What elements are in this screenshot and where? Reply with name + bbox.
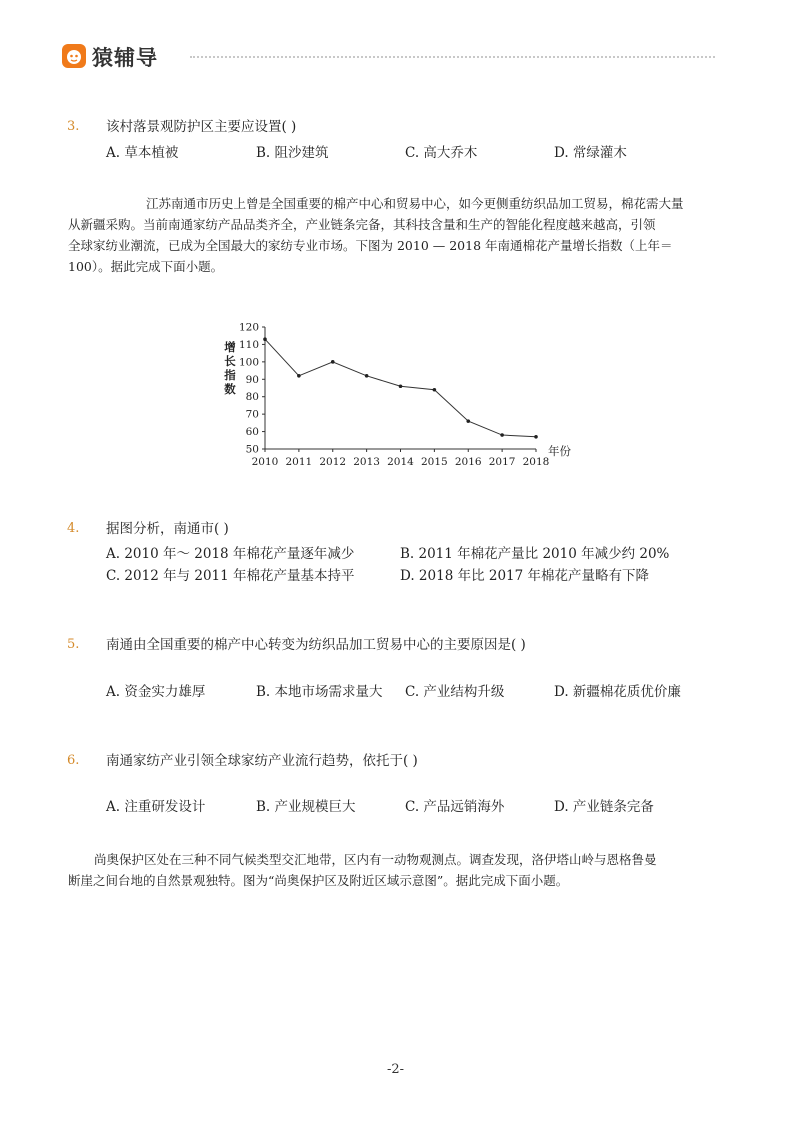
brand-name: 猿辅导 (92, 46, 158, 70)
passage-nantong-line4: 100）。据此完成下面小题。 (68, 259, 224, 274)
q3-option-b[interactable]: B. 阻沙建筑 (256, 145, 329, 161)
data-point (433, 388, 437, 392)
y-axis-label-char: 指 (224, 368, 236, 382)
q4-number: 4. (67, 521, 80, 536)
x-tick-label: 2014 (387, 456, 414, 468)
y-tick-label: 80 (245, 391, 259, 404)
x-tick-label: 2015 (421, 456, 448, 468)
q6-option-a[interactable]: A. 注重研发设计 (106, 799, 206, 815)
x-axis-label: 年份 (548, 444, 571, 458)
data-point (466, 419, 470, 423)
data-point (534, 435, 538, 439)
x-tick-label: 2016 (454, 456, 482, 468)
y-axis-label-char: 长 (224, 354, 236, 368)
x-tick-label: 2017 (488, 456, 516, 468)
x-tick-label: 2012 (319, 456, 347, 468)
q5-option-b[interactable]: B. 本地市场需求量大 (256, 684, 383, 700)
data-point (331, 360, 335, 364)
q3-stem: 该村落景观防护区主要应设置( ) (106, 119, 297, 135)
y-tick-label: 100 (238, 356, 259, 369)
x-tick-label: 2011 (285, 456, 313, 468)
x-tick-label: 2010 (251, 456, 279, 468)
q4-option-a[interactable]: A. 2010 年～ 2018 年棉花产量逐年减少 (106, 546, 355, 562)
passage-nantong-line1: 江苏南通市历史上曾是全国重要的棉产中心和贸易中心，如今更侧重纺织品加工贸易，棉花需大量 (146, 196, 684, 211)
passage-reserve (68, 849, 728, 891)
q4-option-b[interactable]: B. 2011 年棉花产量比 2010 年减少约 20% (400, 546, 670, 562)
x-tick-label: 2013 (353, 456, 380, 468)
q5-number: 5. (67, 637, 80, 652)
x-tick-label: 2018 (522, 456, 550, 468)
data-point (263, 337, 267, 341)
y-tick-label: 120 (238, 321, 259, 334)
q6-stem: 南通家纺产业引领全球家纺产业流行趋势，依托于( ) (106, 753, 418, 769)
q6-number: 6. (67, 753, 80, 768)
data-point (297, 374, 301, 378)
header-divider (190, 56, 715, 58)
q5-option-c[interactable]: C. 产业结构升级 (405, 684, 505, 700)
q5-option-d[interactable]: D. 新疆棉花质优价廉 (554, 684, 681, 700)
data-point (365, 374, 369, 378)
passage-reserve-line2: 断崖之间台地的自然景观独特。图为“尚奥保护区及附近区域示意图”。据此完成下面小题。 (68, 873, 569, 888)
q3-option-c[interactable]: C. 高大乔木 (405, 145, 478, 161)
data-point (500, 433, 504, 437)
q3-option-d[interactable]: D. 常绿灌木 (554, 145, 627, 161)
page-number: -2- (387, 1062, 405, 1077)
passage-nantong (68, 193, 728, 277)
q6-option-b[interactable]: B. 产业规模巨大 (256, 799, 356, 815)
y-tick-label: 70 (245, 408, 259, 421)
q5-option-a[interactable]: A. 资金实力雄厚 (106, 684, 206, 700)
q3-option-a[interactable]: A. 草本植被 (106, 145, 179, 161)
y-tick-label: 60 (245, 426, 259, 439)
q4-option-c[interactable]: C. 2012 年与 2011 年棉花产量基本持平 (106, 568, 355, 584)
passage-nantong-line3: 全球家纺业潮流，已成为全国最大的家纺专业市场。下图为 2010 — 2018 年南通棉花产量增长指数（上年＝ (68, 238, 673, 253)
y-axis-label-char: 数 (224, 382, 236, 396)
y-tick-label: 50 (245, 443, 259, 456)
passage-nantong-line2: 从新疆采购。当前南通家纺产品品类齐全，产业链条完备，其科技含量和生产的智能化程度越来越高，引领 (68, 217, 656, 232)
data-point (399, 384, 403, 388)
y-tick-label: 110 (238, 338, 259, 351)
passage-reserve-line1: 尚奥保护区处在三种不同气候类型交汇地带，区内有一动物观测点。调查发现，洛伊塔山岭与恩格鲁曼 (94, 852, 657, 867)
q3-number: 3. (67, 119, 80, 134)
q4-option-d[interactable]: D. 2018 年比 2017 年棉花产量略有下降 (400, 568, 650, 584)
q6-option-d[interactable]: D. 产业链条完备 (554, 799, 654, 815)
q6-option-c[interactable]: C. 产品远销海外 (405, 799, 505, 815)
brand-logo-icon (62, 44, 86, 68)
y-axis-label-char: 增 (224, 340, 236, 354)
q5-stem: 南通由全国重要的棉产中心转变为纺织品加工贸易中心的主要原因是( ) (106, 637, 526, 653)
y-tick-label: 90 (245, 373, 259, 386)
cotton-growth-chart (210, 315, 590, 475)
q4-stem: 据图分析，南通市( ) (106, 521, 229, 537)
